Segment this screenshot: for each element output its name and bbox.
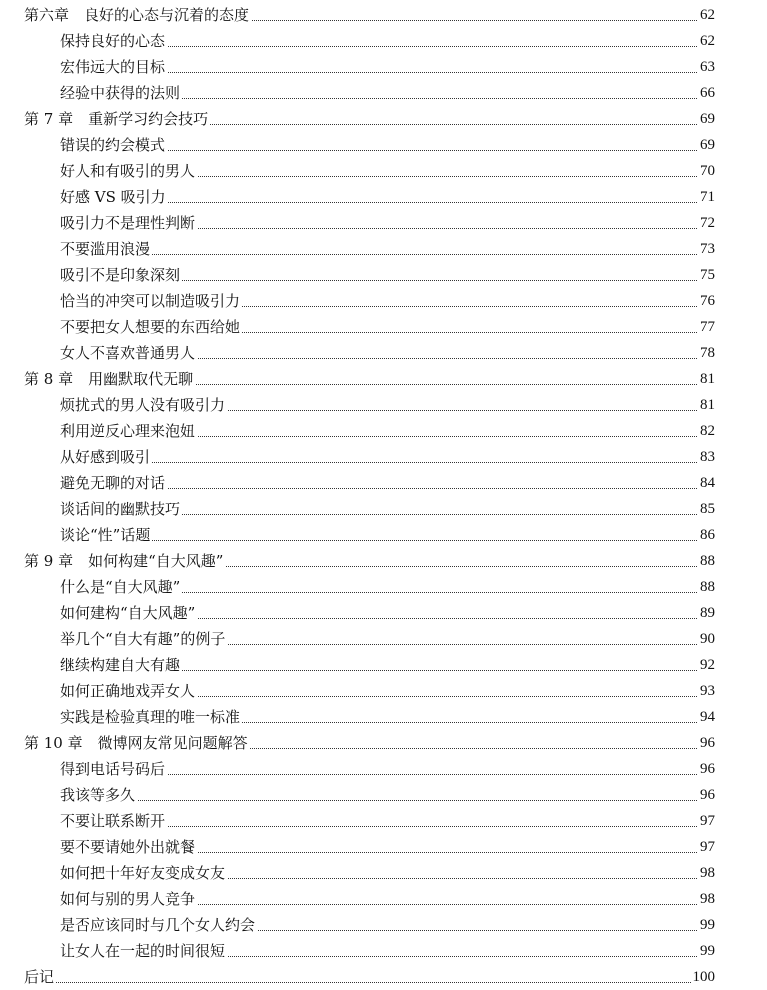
toc-entry-page-number: 75 xyxy=(698,262,715,288)
toc-entry-page-number: 78 xyxy=(698,340,715,366)
toc-entry-title: 吸引力不是理性判断 xyxy=(60,214,196,232)
toc-entry-page-number: 99 xyxy=(698,938,715,964)
toc-section-entry[interactable] xyxy=(0,80,767,106)
toc-chapter-entry[interactable] xyxy=(0,2,767,28)
toc-section-entry[interactable] xyxy=(0,392,767,418)
toc-section-entry[interactable] xyxy=(0,938,767,964)
toc-entry-title: 好感 VS 吸引力 xyxy=(60,188,166,206)
toc-entry-page-number: 97 xyxy=(698,834,715,860)
toc-entry-title: 利用逆反心理来泡妞 xyxy=(60,422,196,440)
toc-chapter-entry[interactable] xyxy=(0,730,767,756)
toc-entry-title: 从好感到吸引 xyxy=(60,448,151,466)
toc-entry-title: 不要让联系断开 xyxy=(60,812,166,830)
toc-entry-title: 如何正确地戏弄女人 xyxy=(60,682,196,700)
toc-entry-page-number: 62 xyxy=(698,28,715,54)
toc-entry-page-number: 99 xyxy=(698,912,715,938)
toc-entry-title: 避免无聊的对话 xyxy=(60,474,166,492)
toc-entry-page-number: 100 xyxy=(691,964,716,990)
toc-entry-title: 不要把女人想要的东西给她 xyxy=(60,318,241,336)
toc-entry-title: 后记 xyxy=(24,968,55,986)
toc-entry-title: 谈论“性”话题 xyxy=(60,526,151,544)
toc-entry-page-number: 81 xyxy=(698,366,715,392)
toc-entry-page-number: 72 xyxy=(698,210,715,236)
toc-entry-title: 举几个“自大有趣”的例子 xyxy=(60,630,226,648)
toc-entry-title: 让女人在一起的时间很短 xyxy=(60,942,226,960)
toc-entry-title: 是否应该同时与几个女人约会 xyxy=(60,916,256,934)
toc-entry-title: 什么是“自大风趣” xyxy=(60,578,181,596)
toc-entry-page-number: 98 xyxy=(698,886,715,912)
toc-entry-page-number: 70 xyxy=(698,158,715,184)
toc-chapter-entry[interactable] xyxy=(0,106,767,132)
toc-entry-page-number: 88 xyxy=(698,548,715,574)
toc-entry-title: 继续构建自大有趣 xyxy=(60,656,181,674)
toc-entry-title: 错误的约会模式 xyxy=(60,136,166,154)
toc-section-entry[interactable] xyxy=(0,470,767,496)
toc-section-entry[interactable] xyxy=(0,210,767,236)
table-of-contents xyxy=(0,2,767,990)
toc-section-entry[interactable] xyxy=(0,626,767,652)
dot-leader xyxy=(24,982,713,983)
toc-section-entry[interactable] xyxy=(0,496,767,522)
toc-entry-title: 第 7 章 重新学习约会技巧 xyxy=(24,110,209,128)
toc-section-entry[interactable] xyxy=(0,158,767,184)
toc-entry-page-number: 73 xyxy=(698,236,715,262)
toc-entry-page-number: 76 xyxy=(698,288,715,314)
toc-entry-title: 第 8 章 用幽默取代无聊 xyxy=(24,370,194,388)
toc-entry-page-number: 71 xyxy=(698,184,715,210)
toc-entry-page-number: 98 xyxy=(698,860,715,886)
toc-entry-page-number: 83 xyxy=(698,444,715,470)
toc-chapter-entry[interactable] xyxy=(0,366,767,392)
toc-entry-title: 第 9 章 如何构建“自大风趣” xyxy=(24,552,224,570)
toc-entry-title: 经验中获得的法则 xyxy=(60,84,181,102)
toc-section-entry[interactable] xyxy=(0,54,767,80)
toc-entry-title: 第六章 良好的心态与沉着的态度 xyxy=(24,6,250,24)
toc-entry-title: 好人和有吸引的男人 xyxy=(60,162,196,180)
toc-entry-page-number: 96 xyxy=(698,782,715,808)
toc-entry-page-number: 82 xyxy=(698,418,715,444)
toc-entry-page-number: 90 xyxy=(698,626,715,652)
toc-section-entry[interactable] xyxy=(0,184,767,210)
toc-entry-title: 我该等多久 xyxy=(60,786,136,804)
toc-entry-title: 宏伟远大的目标 xyxy=(60,58,166,76)
toc-chapter-entry[interactable] xyxy=(0,548,767,574)
toc-entry-title: 如何把十年好友变成女友 xyxy=(60,864,226,882)
toc-section-entry[interactable] xyxy=(0,236,767,262)
toc-entry-page-number: 97 xyxy=(698,808,715,834)
toc-section-entry[interactable] xyxy=(0,600,767,626)
toc-entry-title: 第 10 章 微博网友常见问题解答 xyxy=(24,734,248,752)
toc-section-entry[interactable] xyxy=(0,288,767,314)
toc-section-entry[interactable] xyxy=(0,262,767,288)
toc-section-entry[interactable] xyxy=(0,314,767,340)
toc-section-entry[interactable] xyxy=(0,652,767,678)
toc-section-entry[interactable] xyxy=(0,418,767,444)
toc-entry-page-number: 81 xyxy=(698,392,715,418)
toc-entry-page-number: 84 xyxy=(698,470,715,496)
toc-section-entry[interactable] xyxy=(0,574,767,600)
toc-section-entry[interactable] xyxy=(0,912,767,938)
toc-entry-title: 吸引不是印象深刻 xyxy=(60,266,181,284)
toc-section-entry[interactable] xyxy=(0,522,767,548)
toc-entry-title: 烦扰式的男人没有吸引力 xyxy=(60,396,226,414)
toc-entry-title: 恰当的冲突可以制造吸引力 xyxy=(60,292,241,310)
toc-chapter-entry[interactable] xyxy=(0,964,767,990)
toc-section-entry[interactable] xyxy=(0,886,767,912)
toc-section-entry[interactable] xyxy=(0,834,767,860)
toc-section-entry[interactable] xyxy=(0,808,767,834)
toc-section-entry[interactable] xyxy=(0,132,767,158)
toc-entry-page-number: 63 xyxy=(698,54,715,80)
toc-entry-page-number: 88 xyxy=(698,574,715,600)
toc-entry-page-number: 96 xyxy=(698,730,715,756)
toc-section-entry[interactable] xyxy=(0,444,767,470)
toc-entry-page-number: 89 xyxy=(698,600,715,626)
dot-leader xyxy=(60,540,713,541)
toc-entry-title: 保持良好的心态 xyxy=(60,32,166,50)
toc-section-entry[interactable] xyxy=(0,756,767,782)
toc-entry-title: 要不要请她外出就餐 xyxy=(60,838,196,856)
toc-entry-page-number: 86 xyxy=(698,522,715,548)
dot-leader xyxy=(60,800,713,801)
toc-entry-title: 谈话间的幽默技巧 xyxy=(60,500,181,518)
toc-entry-title: 如何与别的男人竞争 xyxy=(60,890,196,908)
toc-section-entry[interactable] xyxy=(0,678,767,704)
toc-entry-page-number: 93 xyxy=(698,678,715,704)
toc-entry-title: 实践是检验真理的唯一标准 xyxy=(60,708,241,726)
toc-entry-title: 如何建构“自大风趣” xyxy=(60,604,196,622)
toc-entry-page-number: 62 xyxy=(698,2,715,28)
toc-entry-title: 女人不喜欢普通男人 xyxy=(60,344,196,362)
dot-leader xyxy=(60,462,713,463)
toc-entry-page-number: 69 xyxy=(698,106,715,132)
toc-section-entry[interactable] xyxy=(0,340,767,366)
toc-entry-title: 不要滥用浪漫 xyxy=(60,240,151,258)
toc-entry-page-number: 85 xyxy=(698,496,715,522)
toc-section-entry[interactable] xyxy=(0,704,767,730)
toc-entry-page-number: 66 xyxy=(698,80,715,106)
toc-section-entry[interactable] xyxy=(0,860,767,886)
toc-entry-page-number: 92 xyxy=(698,652,715,678)
dot-leader xyxy=(60,254,713,255)
toc-entry-page-number: 94 xyxy=(698,704,715,730)
toc-entry-page-number: 96 xyxy=(698,756,715,782)
toc-section-entry[interactable] xyxy=(0,28,767,54)
toc-entry-page-number: 69 xyxy=(698,132,715,158)
toc-entry-title: 得到电话号码后 xyxy=(60,760,166,778)
toc-section-entry[interactable] xyxy=(0,782,767,808)
toc-entry-page-number: 77 xyxy=(698,314,715,340)
